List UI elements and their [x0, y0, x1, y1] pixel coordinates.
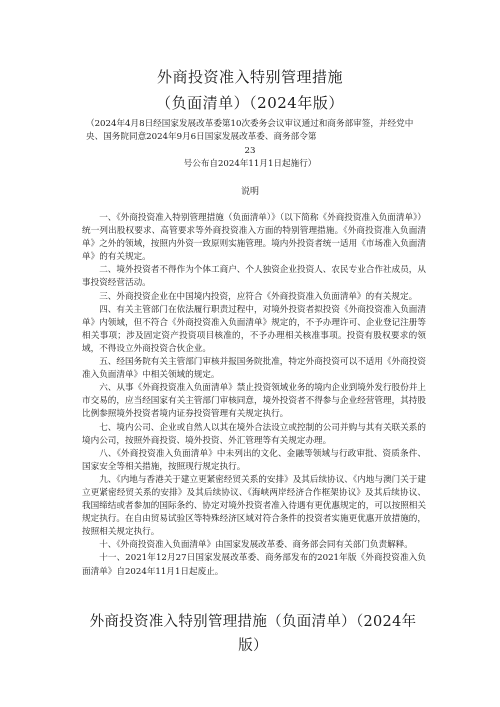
document-title: 外商投资准入特别管理措施	[156, 68, 343, 86]
paragraph: 一、《外商投资准入特别管理措施（负面清单）》（以下简称《外商投资准入负面清单》）统一列出股权要求、高管要求等外商投资准入方面的特别管理措施。《外商投资准入负面清单》之外的领域，按照内外资一致原则实施管理。境内外投资者统一适用《市场准入负面清单》的有关规定。	[82, 213, 426, 263]
issuance-note-order-number: 23	[244, 146, 256, 156]
paragraph: 五、经国务院有关主管部门审核并报国务院批准，特定外商投资可以不适用《外商投资准入负面清单》中相关领域的规定。	[82, 357, 426, 381]
paragraph: 八、《外商投资准入负面清单》中未列出的文化、金融等领域与行政审批、资质条件、国家安全等相关措施，按照现行规定执行。	[82, 448, 426, 472]
explanation-body	[82, 212, 426, 579]
paragraph: 六、从事《外商投资准入负面清单》禁止投资领域业务的境内企业到境外发行股份并上市交易的，应当经国家有关主管部门审核同意，境外投资者不得参与企业经营管理，其持股比例参照境外投资者境内证券投资管理有关规定执行。	[82, 383, 426, 420]
section-heading: 说明	[240, 187, 259, 197]
paragraph: 十一、2021年12月27日国家发展改革委、商务部发布的2021年版《外商投资准入负面清单》自2024年11月1日起废止。	[82, 553, 426, 577]
paragraph: 九、《内地与香港关于建立更紧密经贸关系的安排》及其后续协议、《内地与澳门关于建立更紧密经贸关系的安排》及其后续协议、《海峡两岸经济合作框架协议》及其后续协议、我国缔结或者参加的国际条约、协定对境外投资者准入待遇有更优惠规定的，可以按照相关规定执行。在自由贸易试验区等特殊经济区域对符合条件的投资者实施更优惠开放措施的，按照相关规定执行。	[82, 474, 426, 538]
paragraph: 七、境内公司、企业或自然人以其在境外合法设立或控制的公司并购与其有关联关系的境内公司，按照外商投资、境外投资、外汇管理等有关规定办理。	[82, 422, 426, 446]
paragraph: 四、有关主管部门在依法履行职责过程中，对境外投资者拟投资《外商投资准入负面清单》内领域，但不符合《外商投资准入负面清单》规定的，不予办理许可、企业登记注册等相关事项；涉及固定资产投资项目核准的，不予办理相关核准事项。投资有股权要求的领域，不得设立外商投资合伙企业。	[82, 304, 426, 354]
issuance-note: （2024年4月8日经国家发展改革委第10次委务会议审议通过和商务部审签，并经党中央、国务院同意2024年9月6日国家发展改革委、商务部令第	[86, 119, 414, 142]
issuance-note-effective-date: 号公布自2024年11月1日起施行）	[183, 159, 317, 169]
paragraph: 十、《外商投资准入负面清单》由国家发展改革委、商务部会同有关部门负责解释。	[99, 540, 413, 551]
paragraph: 二、境外投资者不得作为个体工商户、个人独资企业投资人、农民专业合作社成员，从事投资经营活动。	[82, 265, 426, 289]
document-subtitle: （负面清单）（2024年版）	[156, 94, 344, 112]
paragraph: 三、外商投资企业在中国境内投资，应符合《外商投资准入负面清单》的有关规定。	[99, 291, 418, 302]
repeated-title: 外商投资准入特别管理措施（负面清单）（2024年版）	[89, 614, 417, 654]
